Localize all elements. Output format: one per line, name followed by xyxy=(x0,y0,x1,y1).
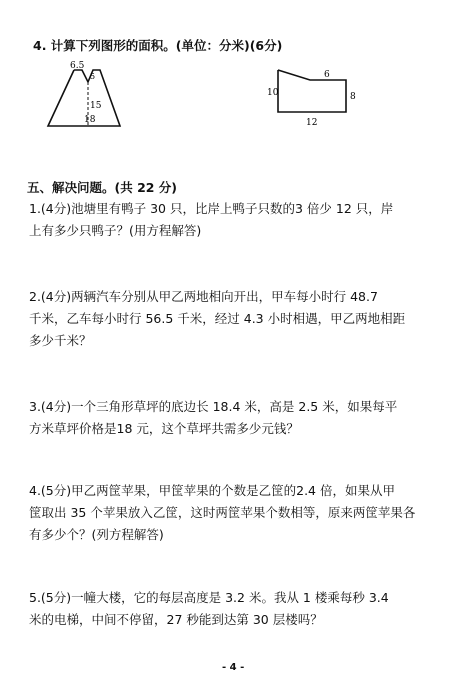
figure2-bottom-label: 12 xyxy=(306,118,318,128)
question-3-line-2: 方米草坪价格是18 元，这个草坪共需多少元钱？ xyxy=(29,421,299,436)
figure-notched-trapezoid xyxy=(40,58,130,133)
question-5-line-2: 米的电梯，中间不停留，27 秒能到达第 30 层楼吗？ xyxy=(29,612,323,627)
question-4-line-3: 有多少个？(列方程解答) xyxy=(29,527,164,542)
question-5 xyxy=(29,587,389,631)
question-2-line-3: 多少千米？ xyxy=(29,333,92,348)
section-4-title: 4. 计算下列图形的面积。(单位：分米)(6分) xyxy=(33,38,283,53)
figure-right-trapezoid xyxy=(264,62,364,132)
section-5-title: 五、解决问题。(共 22 分) xyxy=(27,180,178,195)
figure2-left-label: 10 xyxy=(267,88,279,98)
question-4 xyxy=(29,480,415,546)
question-1 xyxy=(29,198,393,242)
question-2-line-1: 2.(4分)两辆汽车分别从甲乙两地相向开出，甲车每小时行 48.7 xyxy=(29,289,378,304)
question-2-line-2: 千米，乙车每小时行 56.5 千米，经过 4.3 小时相遇，甲乙两地相距 xyxy=(29,311,406,326)
figure2-right-label: 8 xyxy=(350,92,356,102)
question-1-line-1: 1.(4分)池塘里有鸭子 30 只，比岸上鸭子只数的3 倍少 12 只，岸 xyxy=(29,201,394,216)
question-2 xyxy=(29,286,405,352)
figure1-top-label: 6.5 xyxy=(70,61,85,71)
question-4-line-1: 4.(5分)甲乙两筐苹果，甲筐苹果的个数是乙筐的2.4 倍，如果从甲 xyxy=(29,483,395,498)
page-number: - 4 - xyxy=(222,662,245,673)
question-3 xyxy=(29,396,397,440)
figure2-top-label: 6 xyxy=(324,70,330,80)
question-5-line-1: 5.(5分)一幢大楼，它的每层高度是 3.2 米。我从 1 楼乘每秒 3.4 xyxy=(29,590,389,605)
question-1-line-2: 上有多少只鸭子？(用方程解答) xyxy=(29,223,202,238)
question-3-line-1: 3.(4分)一个三角形草坪的底边长 18.4 米，高是 2.5 米，如果每平 xyxy=(29,399,398,414)
figure1-base-label: 18 xyxy=(84,115,96,125)
figure1-side-label: 5 xyxy=(90,72,96,81)
figure1-height-label: 15 xyxy=(90,101,102,111)
question-4-line-2: 筐取出 35 个苹果放入乙筐，这时两筐苹果个数相等，原来两筐苹果各 xyxy=(29,505,416,520)
